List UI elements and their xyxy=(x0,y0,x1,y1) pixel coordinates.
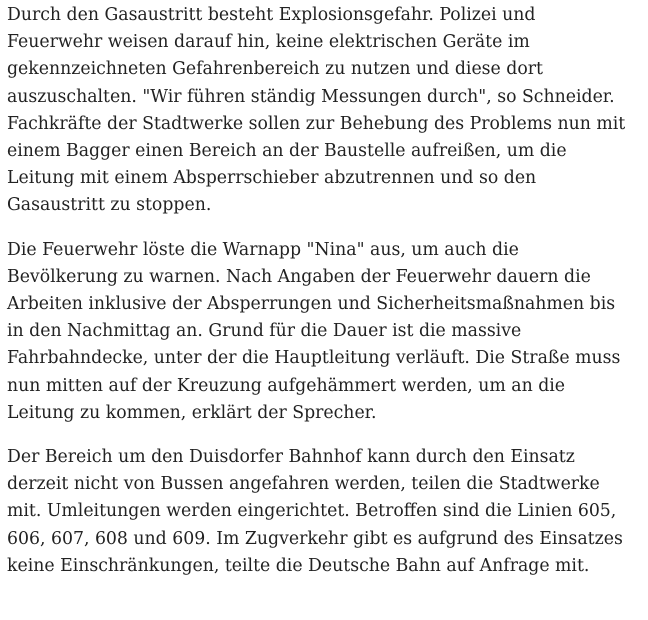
text-line: Die Feuerwehr löste die Warnapp "Nina" aus, um auch die xyxy=(7,239,519,260)
text-line: Bevölkerung zu warnen. Nach Angaben der Feuerwehr dauern die xyxy=(7,266,591,287)
text-line: Leitung zu kommen, erklärt der Sprecher. xyxy=(7,402,377,423)
article-body xyxy=(7,2,637,580)
text-line: 606, 607, 608 und 609. Im Zugverkehr gibt es aufgrund des Einsatzes xyxy=(7,528,623,549)
text-line: Der Bereich um den Duisdorfer Bahnhof kann durch den Einsatz xyxy=(7,447,575,468)
text-line: Feuerwehr weisen darauf hin, keine elektrischen Geräte im xyxy=(7,32,530,53)
text-line: auszuschalten. "Wir führen ständig Messungen durch", so Schneider. xyxy=(7,86,615,107)
text-line: einem Bagger einen Bereich an der Baustelle aufreißen, um die xyxy=(7,141,567,162)
text-line: derzeit nicht von Bussen angefahren werden, teilen die Stadtwerke xyxy=(7,474,600,495)
text-line: Gasaustritt zu stoppen. xyxy=(7,195,212,216)
text-line: keine Einschränkungen, teilte die Deutsche Bahn auf Anfrage mit. xyxy=(7,555,590,576)
text-line: Fachkräfte der Stadtwerke sollen zur Behebung des Problems nun mit xyxy=(7,113,626,134)
paragraph-warning-app xyxy=(7,237,637,427)
text-line: Arbeiten inklusive der Absperrungen und Sicherheitsmaßnahmen bis xyxy=(7,294,616,315)
text-line: gekennzeichneten Gefahrenbereich zu nutzen und diese dort xyxy=(7,59,543,80)
text-line: Leitung mit einem Absperrschieber abzutrennen und so den xyxy=(7,168,537,189)
paragraph-gas-leak xyxy=(7,2,637,220)
text-line: in den Nachmittag an. Grund für die Dauer ist die massive xyxy=(7,321,522,342)
text-line: nun mitten auf der Kreuzung aufgehämmert werden, um an die xyxy=(7,375,566,396)
text-line: Fahrbahndecke, unter der die Hauptleitung verläuft. Die Straße muss xyxy=(7,348,621,369)
paragraph-transport xyxy=(7,444,637,580)
text-line: mit. Umleitungen werden eingerichtet. Betroffen sind die Linien 605, xyxy=(7,501,617,522)
text-line: Durch den Gasaustritt besteht Explosionsgefahr. Polizei und xyxy=(7,5,536,25)
